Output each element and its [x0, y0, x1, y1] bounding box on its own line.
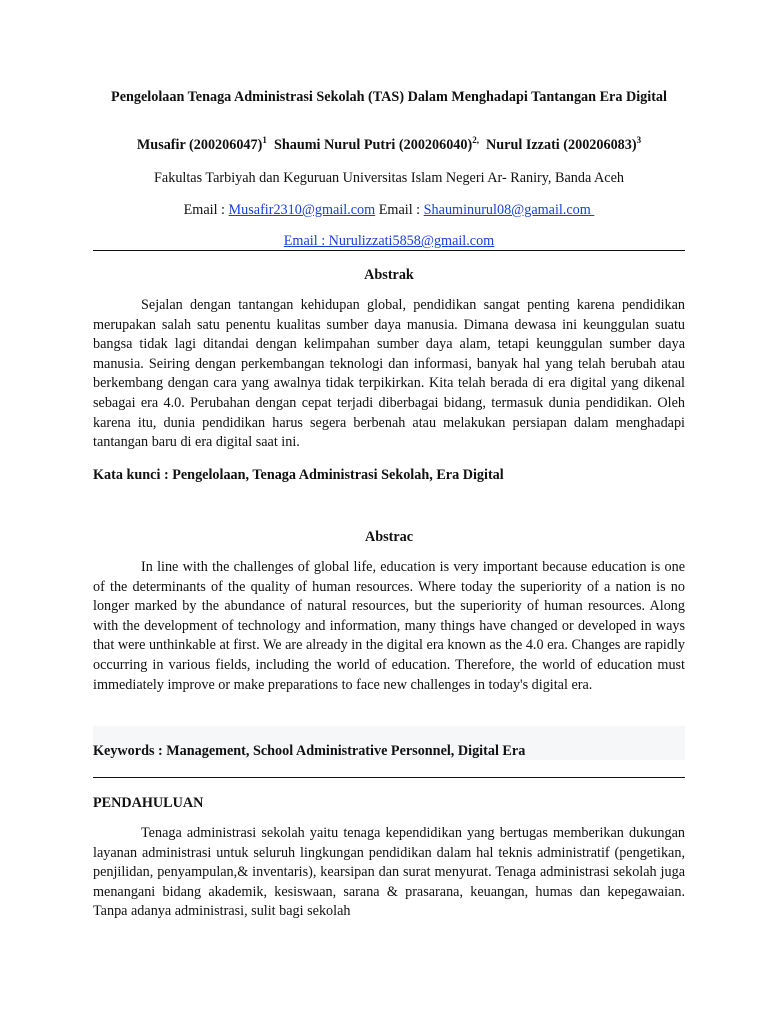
author-2-sup: 2,	[472, 135, 479, 145]
header-divider	[93, 250, 685, 251]
author-3: Nurul Izzati (200206083)	[486, 137, 637, 153]
author-1-sup: 1	[262, 135, 267, 145]
email-line-2	[93, 232, 685, 250]
author-3-sup: 3	[636, 135, 642, 145]
email-link-2[interactable]: Shauminurul08@gamail.com	[423, 202, 595, 218]
section-divider	[93, 777, 685, 778]
paper-title: Pengelolaan Tenaga Administrasi Sekolah (TAS) Dalam Menghadapi Tantangan Era Digital	[111, 89, 667, 105]
abstrak-keywords: Kata kunci : Pengelolaan, Tenaga Administrasi Sekolah, Era Digital	[93, 467, 504, 483]
email-label-2: Email :	[375, 202, 424, 218]
email-link-3[interactable]: Email : Nurulizzati5858@gmail.com	[283, 233, 495, 249]
abstract-body: In line with the challenges of global life, education is very important because education is one of the determinants of the quality of human resources. Where today the superiority of a nation is no longer marked by the abundance of natural resources, but the superiority of human resources. Along with the development of technology and information, many things have changed or developed in ways that were unthinkable at first. We are already in the digital era known as the 4.0 era. Changes are rapidly occurring in various fields, including the world of education. Therefore, the world of education must immediately improve or make preparations to face new challenges in today's digital era.	[93, 559, 685, 693]
author-line	[93, 136, 685, 154]
abstract-heading: Abstrac	[364, 529, 414, 545]
abstrak-body: Sejalan dengan tantangan kehidupan global, pendidikan sangat penting karena pendidikan merupakan salah satu penentu kualitas sumber daya manusia. Dimana dewasa ini keunggulan suatu bangsa tidak lagi ditandai dengan kelimpahan sumber daya alam, tetapi keunggulan sumber daya manusia. Seiring dengan perkembangan teknologi dan informasi, banyak hal yang telah berubah atau berkembang dengan cara yang awalnya tidak terpikirkan. Kita telah berada di era digital yang dikenal sebagai era 4.0. Perubahan dengan cepat terjadi diberbagai bidang, termasuk dunia pendidikan. Oleh karena itu, dunia pendidikan harus segera berbenah atau melakukan persiapan dalam menghadapi tantangan baru di era digital saat ini.	[93, 297, 685, 451]
affiliation: Fakultas Tarbiyah dan Keguruan Universitas Islam Negeri Ar- Raniry, Banda Aceh	[154, 170, 624, 186]
author-1: Musafir (200206047)	[136, 137, 263, 153]
email-line	[93, 201, 685, 219]
abstract-keywords: Keywords : Management, School Administrative Personnel, Digital Era	[93, 743, 526, 759]
email-link-1[interactable]: Musafir2310@gmail.com	[228, 202, 376, 218]
abstrak-heading: Abstrak	[364, 267, 414, 283]
email-label-1: Email :	[183, 202, 229, 218]
introduction-body: Tenaga administrasi sekolah yaitu tenaga kependidikan yang bertugas memberikan dukungan layanan administrasi untuk seluruh lingkungan pendidikan dalam hal teknis administratif (pengetikan, penjilidan, penyampulan,& inventaris), kearsipan dan surat menyurat. Tenaga administrasi sekolah juga menangani bidang akademik, kesiswaan, sarana & prasarana, keuangan, humas dan kepegawaian. Tanpa adanya administrasi, sulit bagi sekolah	[93, 825, 685, 920]
author-2: Shaumi Nurul Putri (200206040)	[273, 137, 473, 153]
introduction-heading: PENDAHULUAN	[93, 795, 204, 811]
